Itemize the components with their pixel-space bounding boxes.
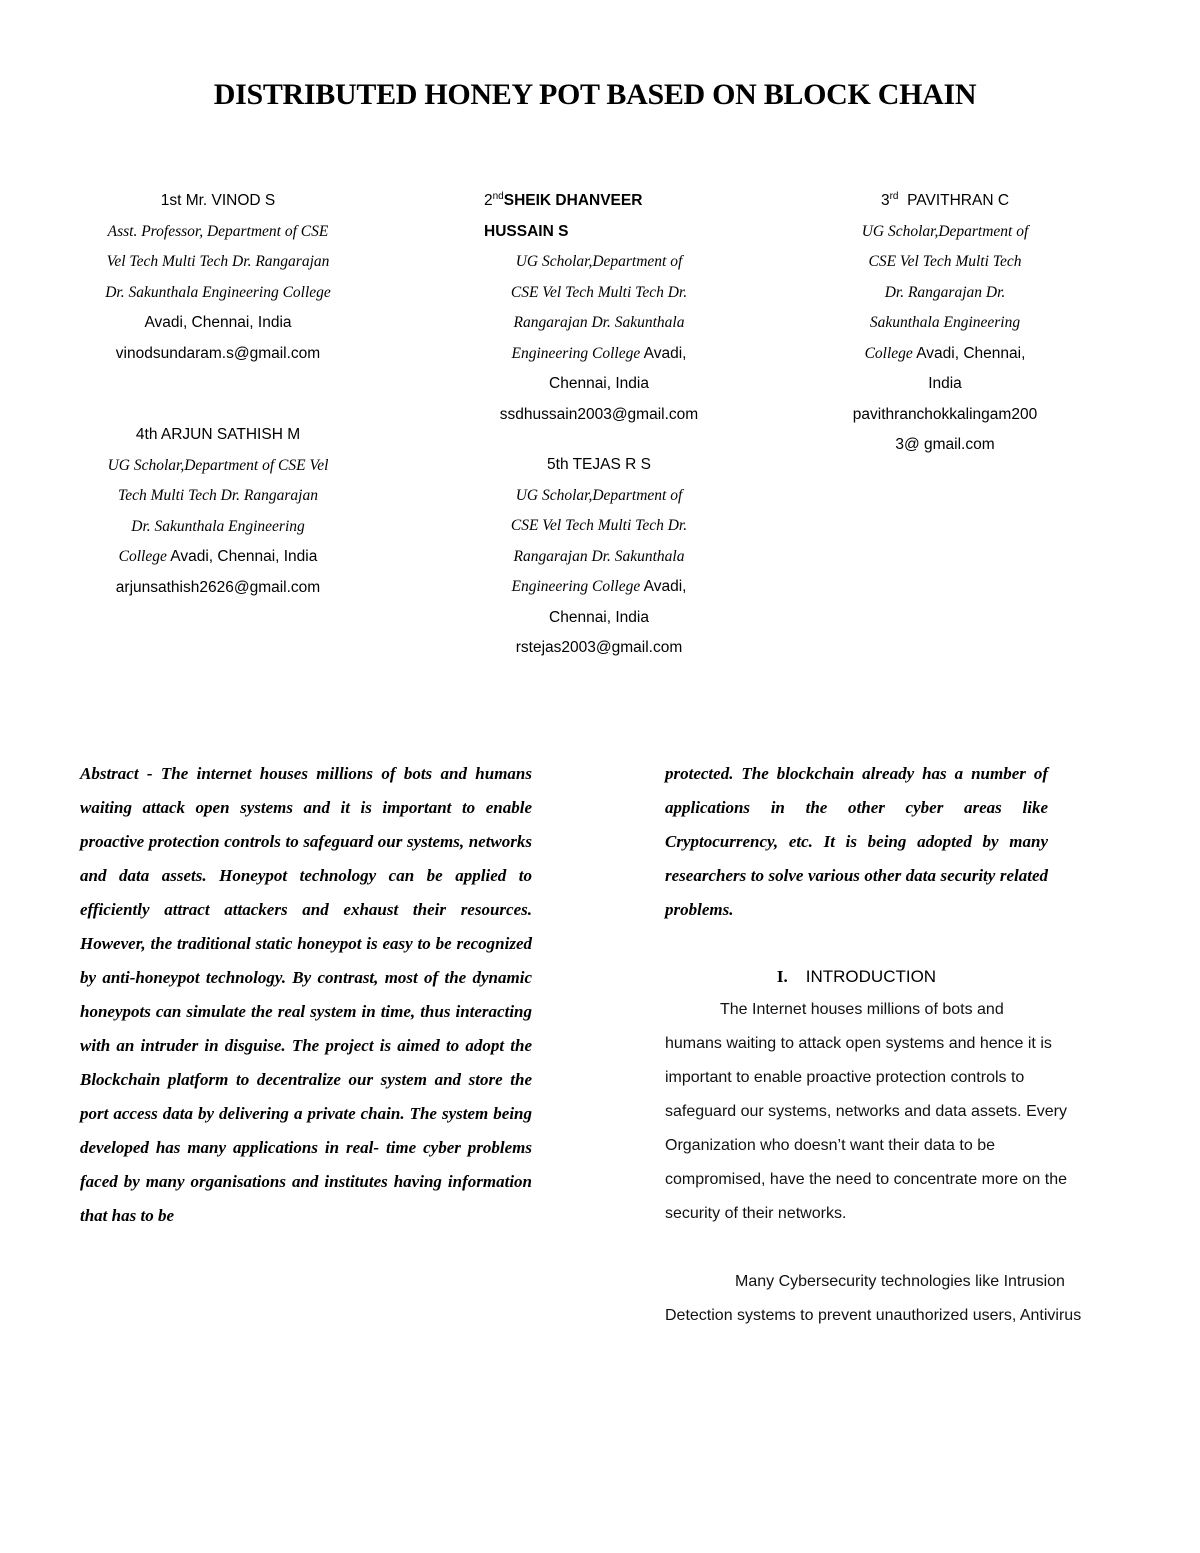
author-location: Chennai, India	[549, 375, 649, 392]
author-email: ssdhussain2003@gmail.com	[499, 405, 699, 423]
author-location: Engineering College Avadi,	[511, 344, 687, 362]
author-affiliation: Rangarajan Dr. Sakunthala	[513, 547, 685, 565]
author-affiliation: UG Scholar,Department of	[515, 253, 683, 270]
author-affiliation: CSE Vel Tech Multi Tech Dr.	[510, 517, 688, 534]
author-name: 5th TEJAS R S	[547, 456, 651, 473]
author-affiliation: Rangarajan Dr. Sakunthala	[513, 314, 685, 331]
section-number: I.	[776, 967, 788, 986]
author-affiliation: CSE Vel Tech Multi Tech	[868, 253, 1022, 270]
paragraph-line: The Internet houses millions of bots and	[720, 1001, 1004, 1018]
author-affiliation: Dr. Rangarajan Dr.	[884, 283, 1006, 301]
author-affiliation: Vel Tech Multi Tech Dr. Rangarajan	[106, 253, 330, 270]
section-heading	[665, 960, 1048, 994]
author-location: India	[928, 375, 962, 392]
author-location: Avadi, Chennai, India	[144, 314, 292, 331]
author-email: pavithranchokkalingam200	[852, 405, 1038, 423]
author-affiliation: CSE Vel Tech Multi Tech Dr.	[510, 283, 688, 301]
abstract-text: Abstract - The internet houses millions of bots and humans waiting attack open systems and it is important to enable proactive protection controls to safeguard our systems, networks and data assets. Honeypot technology can be applied to efficiently attract attackers and exhaust their resources. However, the traditional static honeypot is easy to be recognized by anti-honeypot technology. By contrast, most of the dynamic honeypots can simulate the real system in time, thus interacting with an intruder in disguise. The project is aimed to adopt the Blockchain platform to decentralize our system and store the port access data by delivering a private chain. The system being developed has many applications in real- time cyber problems faced by many organisations and institutes having information that has to be	[80, 764, 532, 1225]
author-block-2	[470, 186, 728, 430]
paragraph-line: compromised, have the need to concentrate more on the	[665, 1171, 1068, 1188]
author-block-5	[470, 450, 728, 664]
author-block-1	[84, 186, 352, 369]
author-name: 3rd PAVITHRAN C	[880, 190, 1010, 209]
author-affiliation: Tech Multi Tech Dr. Rangarajan	[118, 487, 318, 504]
abstract-continuation: protected. The blockchain already has a number of applications in the other cyber areas like Cryptocurrency, etc. It is being adopted by many researchers to solve various other data security related problems.	[665, 764, 1048, 919]
author-affiliation: Dr. Sakunthala Engineering College	[105, 283, 331, 301]
paragraph-line: Detection systems to prevent unauthorized users, Antivirus	[665, 1307, 1082, 1324]
author-name: 2ndSHEIK DHANVEER	[484, 190, 643, 209]
author-location: College Avadi, Chennai,	[864, 344, 1026, 362]
paragraph-line: humans waiting to attack open systems and hence it is	[665, 1035, 1052, 1052]
author-name: HUSSAIN S	[484, 222, 569, 240]
section-title: INTRODUCTION	[805, 967, 937, 986]
paper-title: DISTRIBUTED HONEY POT BASED ON BLOCK CHAIN	[213, 78, 977, 111]
author-affiliation: UG Scholar,Department of	[861, 222, 1029, 240]
author-email: arjunsathish2626@gmail.com	[115, 578, 321, 596]
author-block-4	[84, 420, 352, 603]
author-location: College Avadi, Chennai, India	[118, 548, 318, 565]
paragraph-line: important to enable proactive protection controls to	[665, 1069, 1025, 1086]
intro-paragraph-2	[665, 1265, 1128, 1333]
paragraph-line: security of their networks.	[665, 1205, 847, 1222]
author-affiliation: UG Scholar,Department of CSE Vel	[107, 456, 329, 474]
author-affiliation: Dr. Sakunthala Engineering	[131, 517, 305, 535]
author-email: vinodsundaram.s@gmail.com	[115, 344, 321, 362]
intro-paragraph-1	[665, 993, 1128, 1231]
author-name: 4th ARJUN SATHISH M	[135, 426, 301, 443]
author-email: 3@ gmail.com	[895, 436, 995, 453]
author-email: rstejas2003@gmail.com	[515, 639, 683, 656]
author-location: Engineering College Avadi,	[511, 578, 687, 595]
paragraph-line: Many Cybersecurity technologies like Intrusion	[735, 1273, 1065, 1290]
author-name: 1st Mr. VINOD S	[160, 192, 276, 209]
author-affiliation: UG Scholar,Department of	[515, 486, 683, 504]
author-location: Chennai, India	[549, 608, 649, 626]
paragraph-line: safeguard our systems, networks and data assets. Every	[665, 1103, 1067, 1120]
author-affiliation: Sakunthala Engineering	[869, 314, 1021, 331]
paragraph-line: Organization who doesn’t want their data to be	[665, 1137, 995, 1154]
author-block-3	[830, 186, 1060, 461]
author-affiliation: Asst. Professor, Department of CSE	[107, 222, 329, 240]
